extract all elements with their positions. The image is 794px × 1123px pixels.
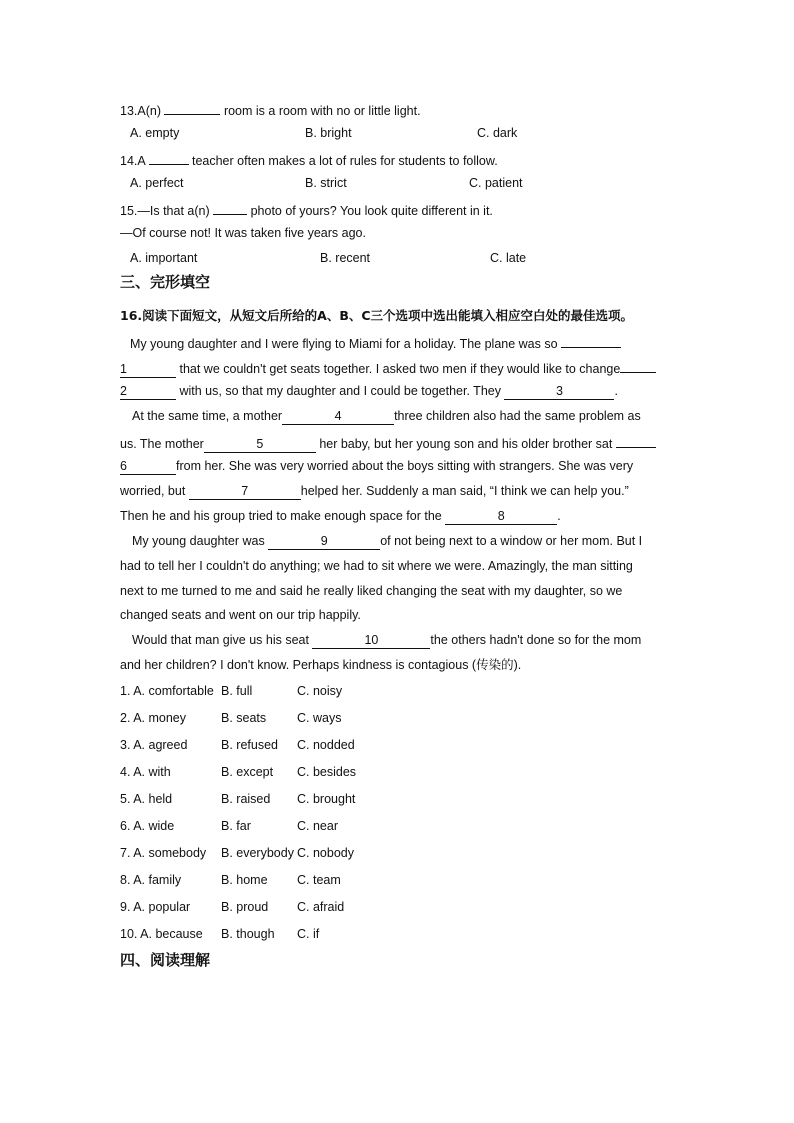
option-c: C. afraid	[297, 900, 345, 914]
question-13-prefix: 13.A(n)	[120, 104, 165, 118]
cloze-blank-10: 10	[312, 633, 430, 649]
cloze-blank-2: 2	[120, 384, 176, 400]
option-c: C. team	[297, 873, 341, 887]
passage-line-2	[120, 357, 680, 378]
passage-line-3	[120, 382, 680, 400]
question-14-blank	[149, 149, 189, 165]
option-a: 2. A. money	[120, 711, 187, 725]
passage-text: us. The mother	[120, 437, 204, 451]
cloze-blank-1: 1	[120, 362, 176, 378]
question-15-prefix: 15.—Is that a(n)	[120, 204, 214, 218]
question-13	[120, 99, 680, 120]
section-title-cloze: 三、完形填空	[120, 273, 211, 291]
option-b: B. except	[221, 765, 274, 779]
option-b: B. seats	[221, 711, 267, 725]
q13-option-b: B. bright	[305, 126, 352, 140]
section-title-reading: 四、阅读理解	[120, 951, 211, 969]
passage-text: .	[614, 384, 618, 398]
passage-line-14: and her children? I don't know. Perhaps kindness is contagious (传染的).	[120, 658, 522, 672]
cloze-blank-2-start	[620, 357, 656, 373]
cloze-blank-6-start	[616, 432, 656, 448]
passage-text: from her. She was very worried about the boys sitting with strangers. She was very	[176, 459, 634, 473]
option-c: C. ways	[297, 711, 342, 725]
option-b: B. full	[221, 684, 253, 698]
question-15-reply: —Of course not! It was taken five years ago.	[120, 226, 366, 240]
option-a: 8. A. family	[120, 873, 182, 887]
option-c: C. noisy	[297, 684, 343, 698]
passage-text: helped her. Suddenly a man said, “I think we can help you.”	[300, 484, 629, 498]
option-b: B. proud	[221, 900, 269, 914]
passage-line-11: next to me turned to me and said he really liked changing the seat with my daughter, so we	[120, 584, 623, 598]
passage-line-7	[120, 482, 680, 500]
passage-text: worried, but	[120, 484, 189, 498]
cloze-blank-4: 4	[282, 409, 394, 425]
q14-option-c: C. patient	[469, 176, 523, 190]
option-a: 4. A. with	[120, 765, 171, 779]
cloze-blank-5: 5	[204, 437, 316, 453]
question-13-suffix: room is a room with no or little light.	[220, 104, 421, 118]
option-a: 6. A. wide	[120, 819, 175, 833]
option-b: B. far	[221, 819, 251, 833]
q15-option-c: C. late	[490, 251, 527, 265]
question-14	[120, 149, 680, 170]
passage-line-5	[120, 432, 680, 453]
passage-line-8	[120, 507, 680, 525]
option-a: 3. A. agreed	[120, 738, 188, 752]
passage-text: At the same time, a mother	[132, 409, 283, 423]
q14-option-b: B. strict	[305, 176, 347, 190]
passage-text: My young daughter and I were flying to Miami for a holiday. The plane was so	[130, 337, 558, 351]
option-b: B. raised	[221, 792, 271, 806]
option-b: B. though	[221, 927, 275, 941]
passage-text: her baby, but her young son and his older brother sat	[315, 437, 613, 451]
q13-option-c: C. dark	[477, 126, 518, 140]
passage-text: Would that man give us his seat	[132, 633, 313, 647]
option-c: C. nobody	[297, 846, 354, 860]
passage-text: the others hadn't done so for the mom	[430, 633, 642, 647]
option-a: 5. A. held	[120, 792, 173, 806]
option-b: B. everybody	[221, 846, 294, 860]
cloze-blank-1-start	[561, 332, 621, 348]
option-c: C. brought	[297, 792, 356, 806]
cloze-blank-9: 9	[268, 534, 380, 550]
passage-text: .	[557, 509, 561, 523]
option-a: 10. A. because	[120, 927, 203, 941]
option-a: 9. A. popular	[120, 900, 191, 914]
option-a: 1. A. comfortable	[120, 684, 214, 698]
passage-text: three children also had the same problem as	[394, 409, 641, 423]
passage-line-1	[130, 332, 690, 353]
option-c: C. nodded	[297, 738, 355, 752]
option-b: B. home	[221, 873, 268, 887]
cloze-blank-6: 6	[120, 459, 176, 475]
passage-line-4	[132, 407, 692, 425]
passage-text: Then he and his group tried to make enough space for the	[120, 509, 446, 523]
question-15-suffix: photo of yours? You look quite different in it.	[247, 204, 493, 218]
passage-text: that we couldn't get seats together. I asked two men if they would like to change	[176, 362, 621, 376]
q14-option-a: A. perfect	[130, 176, 184, 190]
question-15-blank	[213, 199, 247, 215]
passage-text: My young daughter was	[132, 534, 269, 548]
passage-line-13	[132, 631, 692, 649]
question-13-blank	[164, 99, 220, 115]
question-14-suffix: teacher often makes a lot of rules for students to follow.	[188, 154, 498, 168]
q15-option-b: B. recent	[320, 251, 371, 265]
cloze-blank-3: 3	[504, 384, 614, 400]
option-c: C. if	[297, 927, 320, 941]
option-a: 7. A. somebody	[120, 846, 207, 860]
passage-text: with us, so that my daughter and I could be together. They	[176, 384, 505, 398]
cloze-instruction: 16.阅读下面短文，从短文后所给的A、B、C三个选项中选出能填入相应空白处的最佳选项。	[120, 308, 634, 323]
option-c: C. besides	[297, 765, 357, 779]
q15-option-a: A. important	[130, 251, 198, 265]
passage-line-6	[120, 457, 680, 475]
option-c: C. near	[297, 819, 338, 833]
option-b: B. refused	[221, 738, 278, 752]
cloze-blank-7: 7	[189, 484, 301, 500]
passage-line-12: changed seats and went on our trip happily.	[120, 608, 361, 622]
passage-text: of not being next to a window or her mom. But I	[380, 534, 643, 548]
question-14-prefix: 14.A	[120, 154, 149, 168]
question-15	[120, 199, 680, 220]
cloze-blank-8: 8	[445, 509, 557, 525]
passage-line-10: had to tell her I couldn't do anything; we had to sit where we were. Amazingly, the man sitting	[120, 559, 633, 573]
passage-line-9	[132, 532, 692, 550]
q13-option-a: A. empty	[130, 126, 180, 140]
